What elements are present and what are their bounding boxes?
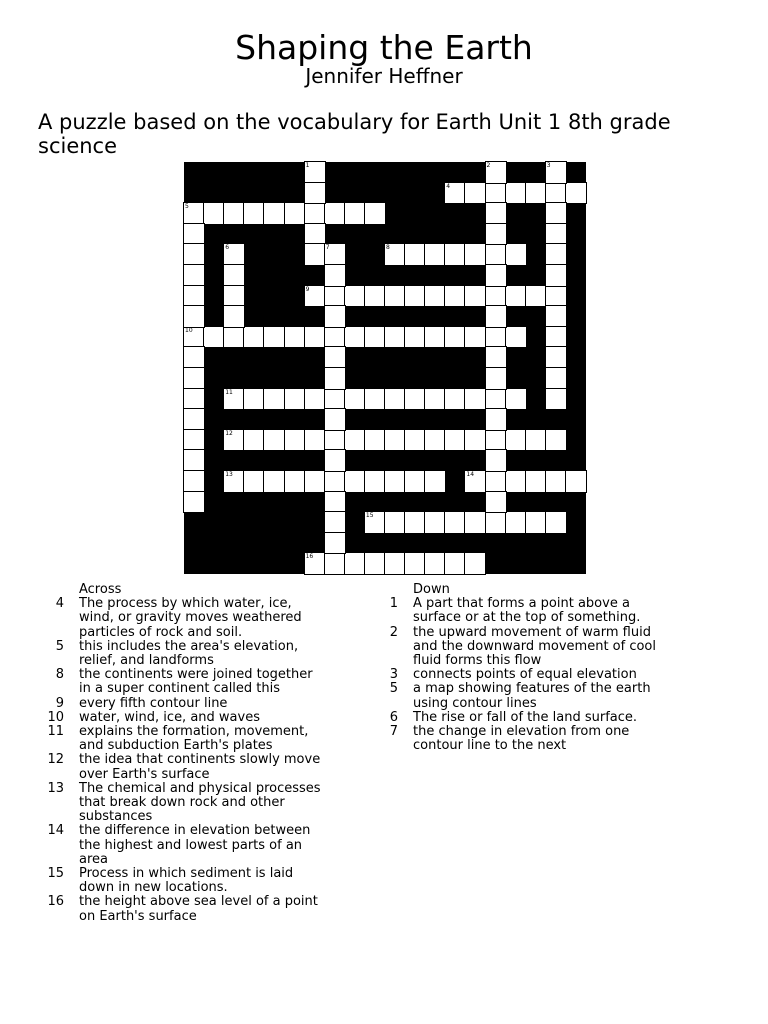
grid-cell[interactable] [325, 409, 345, 430]
grid-cell[interactable] [405, 471, 425, 492]
clue-number: 7 [389, 724, 398, 740]
clue-number: 2 [389, 624, 398, 640]
grid-cell[interactable] [305, 471, 325, 492]
grid-cell[interactable] [385, 553, 405, 574]
grid-cell[interactable] [445, 389, 465, 410]
grid-cell[interactable] [305, 327, 325, 348]
puzzle-description: A puzzle based on the vocabulary for Earth Unit 1 8th grade science [38, 110, 671, 158]
grid-cell[interactable] [385, 327, 405, 348]
down-clue [372, 626, 662, 669]
crossword-grid [184, 162, 586, 574]
grid-cell[interactable] [325, 533, 345, 554]
clue-number: 5 [185, 203, 189, 211]
grid-cell[interactable] [486, 450, 506, 471]
grid-cell[interactable] [445, 430, 465, 451]
grid-cell[interactable] [486, 244, 506, 265]
down-heading: Down [413, 582, 450, 597]
grid-cell[interactable] [244, 203, 264, 224]
clue-number: 10 [185, 326, 193, 334]
author-name: Jennifer Heffner [305, 64, 463, 88]
across-clue [38, 867, 328, 895]
clue-number: 5 [389, 681, 398, 697]
grid-cell[interactable] [486, 327, 506, 348]
grid-cell[interactable] [264, 471, 284, 492]
grid-cell[interactable] [425, 471, 445, 492]
clue-number: 13 [47, 780, 64, 796]
grid-cell[interactable] [425, 389, 445, 410]
grid-cell[interactable] [325, 471, 345, 492]
grid-cell[interactable] [486, 389, 506, 410]
clue-number: 7 [325, 244, 330, 252]
grid-cell[interactable] [325, 203, 345, 224]
across-clue [38, 640, 328, 668]
clue-text: Process in which sediment is laid down in new locations. [79, 866, 294, 896]
grid-cell[interactable] [184, 389, 204, 410]
grid-cell[interactable] [425, 553, 445, 574]
grid-cell[interactable] [244, 389, 264, 410]
grid-cell[interactable] [405, 389, 425, 410]
grid-cell[interactable] [506, 430, 526, 451]
across-clue [38, 725, 328, 753]
grid-cell[interactable] [465, 286, 485, 307]
grid-cell[interactable] [244, 430, 264, 451]
grid-cell[interactable] [445, 286, 465, 307]
grid-cell[interactable] [405, 512, 425, 533]
clue-number: 5 [55, 638, 64, 654]
grid-cell[interactable] [184, 347, 204, 368]
grid-cell[interactable] [184, 244, 204, 265]
down-clue [372, 682, 662, 710]
grid-cell[interactable] [325, 512, 345, 533]
grid-cell[interactable] [506, 286, 526, 307]
down-clue [372, 725, 662, 753]
grid-cell[interactable] [526, 183, 546, 204]
across-clue [38, 597, 328, 640]
clue-number: 12 [47, 752, 64, 768]
grid-cell[interactable] [305, 553, 325, 574]
grid-cell[interactable] [285, 430, 305, 451]
grid-cell[interactable] [224, 265, 244, 286]
clue-text: A part that forms a point above a surface or at the top of something. [413, 596, 641, 626]
grid-cell[interactable] [365, 512, 385, 533]
grid-cell[interactable] [325, 389, 345, 410]
grid-cell[interactable] [566, 183, 586, 204]
grid-cell[interactable] [184, 409, 204, 430]
down-clues [372, 583, 662, 753]
grid-cell[interactable] [405, 286, 425, 307]
grid-cell[interactable] [224, 306, 244, 327]
grid-cell[interactable] [385, 512, 405, 533]
grid-cell[interactable] [184, 450, 204, 471]
grid-cell[interactable] [405, 430, 425, 451]
grid-cell[interactable] [465, 553, 485, 574]
grid-cell[interactable] [546, 162, 566, 183]
clue-number: 10 [47, 709, 64, 725]
grid-cell[interactable] [546, 286, 566, 307]
across-clue [38, 895, 328, 923]
grid-cell[interactable] [385, 286, 405, 307]
clue-number: 6 [225, 244, 230, 252]
clue-text: the continents were joined together in a super continent called this [79, 667, 313, 697]
grid-cell[interactable] [486, 512, 506, 533]
grid-cell[interactable] [305, 389, 325, 410]
clue-text: The rise or fall of the land surface. [413, 709, 638, 725]
grid-cell[interactable] [526, 471, 546, 492]
grid-cell[interactable] [345, 327, 365, 348]
grid-cell[interactable] [184, 471, 204, 492]
clue-text: the change in elevation from one contour line to the next [413, 724, 630, 754]
grid-cell[interactable] [506, 183, 526, 204]
across-heading: Across [79, 582, 122, 597]
grid-cell[interactable] [184, 203, 204, 224]
grid-cell[interactable] [385, 244, 405, 265]
across-clue [38, 668, 328, 696]
grid-cell[interactable] [285, 471, 305, 492]
grid-cell[interactable] [385, 430, 405, 451]
grid-cell[interactable] [506, 512, 526, 533]
grid-cell[interactable] [445, 553, 465, 574]
grid-cell[interactable] [546, 224, 566, 245]
grid-cell[interactable] [345, 389, 365, 410]
grid-cell[interactable] [425, 286, 445, 307]
grid-cell[interactable] [486, 492, 506, 513]
grid-cell[interactable] [385, 471, 405, 492]
grid-cell[interactable] [184, 224, 204, 245]
clue-number: 1 [389, 596, 398, 612]
grid-cell[interactable] [345, 203, 365, 224]
grid-cell[interactable] [325, 265, 345, 286]
clue-number: 16 [47, 894, 64, 910]
grid-cell[interactable] [465, 389, 485, 410]
clue-text: the upward movement of warm fluid and the downward movement of cool fluid forms this flow [413, 624, 657, 669]
grid-cell[interactable] [546, 347, 566, 368]
grid-cell[interactable] [325, 492, 345, 513]
grid-cell[interactable] [425, 430, 445, 451]
grid-cell[interactable] [325, 306, 345, 327]
grid-cell[interactable] [285, 327, 305, 348]
across-clue [38, 824, 328, 867]
grid-cell[interactable] [365, 286, 385, 307]
clue-number: 11 [47, 724, 64, 740]
clue-number: 16 [305, 553, 314, 561]
clue-text: the difference in elevation between the highest and lowest parts of an area [79, 823, 311, 867]
clue-text: connects points of equal elevation [413, 667, 637, 683]
grid-cell[interactable] [184, 492, 204, 513]
grid-cell[interactable] [224, 286, 244, 307]
clue-number: 9 [305, 285, 310, 293]
clue-text: the height above sea level of a point on Earth's surface [79, 894, 318, 924]
grid-cell[interactable] [506, 327, 526, 348]
clue-number: 11 [225, 388, 233, 396]
grid-cell[interactable] [546, 203, 566, 224]
grid-cell[interactable] [385, 389, 405, 410]
grid-cell[interactable] [345, 553, 365, 574]
across-clue [38, 711, 328, 725]
grid-cell[interactable] [365, 430, 385, 451]
across-clues [38, 583, 328, 924]
grid-cell[interactable] [184, 327, 204, 348]
grid-cell[interactable] [285, 203, 305, 224]
grid-cell[interactable] [224, 471, 244, 492]
clue-text: the idea that continents slowly move over Earth's surface [79, 752, 321, 782]
grid-cell[interactable] [465, 183, 485, 204]
grid-cell[interactable] [486, 286, 506, 307]
grid-cell[interactable] [184, 430, 204, 451]
grid-cell[interactable] [365, 203, 385, 224]
down-clue [372, 711, 662, 725]
grid-cell[interactable] [325, 286, 345, 307]
grid-cell[interactable] [264, 327, 284, 348]
grid-cell[interactable] [425, 244, 445, 265]
clue-text: every fifth contour line [79, 695, 228, 711]
page-title: Shaping the Earth [235, 28, 533, 67]
clue-number: 9 [55, 695, 64, 711]
grid-cell[interactable] [365, 327, 385, 348]
across-clue [38, 697, 328, 711]
grid-cell[interactable] [546, 389, 566, 410]
clue-number: 2 [486, 162, 491, 169]
grid-cell[interactable] [345, 286, 365, 307]
grid-cell[interactable] [486, 430, 506, 451]
grid-cell[interactable] [546, 430, 566, 451]
clue-number: 15 [365, 512, 374, 520]
grid-cell[interactable] [546, 512, 566, 533]
clue-text: The process by which water, ice, wind, or gravity moves weathered particles of rock and soil. [79, 596, 302, 640]
grid-cell[interactable] [224, 389, 244, 410]
grid-cell[interactable] [285, 389, 305, 410]
grid-cell[interactable] [405, 244, 425, 265]
clue-number: 8 [386, 244, 390, 252]
grid-cell[interactable] [526, 286, 546, 307]
grid-cell[interactable] [546, 265, 566, 286]
grid-cell[interactable] [305, 244, 325, 265]
grid-cell[interactable] [486, 368, 506, 389]
grid-cell[interactable] [405, 327, 425, 348]
grid-cell[interactable] [325, 347, 345, 368]
grid-cell[interactable] [546, 368, 566, 389]
grid-cell[interactable] [325, 327, 345, 348]
clue-text: this includes the area's elevation, relief, and landforms [79, 638, 299, 669]
grid-cell[interactable] [325, 244, 345, 265]
grid-cell[interactable] [264, 389, 284, 410]
grid-cell[interactable] [305, 162, 325, 183]
grid-cell[interactable] [305, 203, 325, 224]
grid-cell[interactable] [305, 224, 325, 245]
grid-cell[interactable] [184, 368, 204, 389]
grid-cell[interactable] [345, 430, 365, 451]
grid-cell[interactable] [325, 430, 345, 451]
grid-cell[interactable] [486, 265, 506, 286]
grid-cell[interactable] [526, 512, 546, 533]
grid-cell[interactable] [486, 162, 506, 183]
clue-text: explains the formation, movement, and subduction Earth's plates [79, 724, 309, 754]
grid-cell[interactable] [546, 183, 566, 204]
down-clue [372, 597, 662, 625]
clue-number: 12 [225, 429, 233, 437]
grid-cell[interactable] [325, 450, 345, 471]
grid-cell[interactable] [325, 553, 345, 574]
grid-cell[interactable] [546, 327, 566, 348]
clue-text: The chemical and physical processes that break down rock and other substances [79, 780, 321, 825]
across-clue-list [38, 597, 328, 924]
grid-cell[interactable] [445, 244, 465, 265]
grid-cell[interactable] [486, 306, 506, 327]
clue-number: 4 [55, 596, 64, 612]
clue-number: 3 [546, 162, 551, 169]
grid-cell[interactable] [465, 430, 485, 451]
grid-cell[interactable] [224, 244, 244, 265]
down-clue-list [372, 597, 662, 753]
clue-number: 14 [466, 471, 475, 478]
grid-cell[interactable] [244, 327, 264, 348]
grid-cell[interactable] [184, 265, 204, 286]
down-clue [372, 668, 662, 682]
grid-cell[interactable] [425, 512, 445, 533]
grid-cell[interactable] [224, 203, 244, 224]
clue-number: 14 [47, 823, 64, 839]
grid-cell[interactable] [486, 471, 506, 492]
grid-cell[interactable] [566, 471, 586, 492]
grid-cell[interactable] [465, 512, 485, 533]
grid-cell[interactable] [546, 306, 566, 327]
grid-cell[interactable] [224, 430, 244, 451]
grid-cell[interactable] [445, 512, 465, 533]
grid-cell[interactable] [264, 430, 284, 451]
grid-cell[interactable] [365, 553, 385, 574]
clue-text: a map showing features of the earth using contour lines [413, 681, 651, 711]
grid-cell[interactable] [526, 430, 546, 451]
grid-cell[interactable] [425, 327, 445, 348]
grid-cell[interactable] [506, 389, 526, 410]
clue-number: 1 [305, 162, 310, 169]
grid-cell[interactable] [445, 327, 465, 348]
grid-cell[interactable] [184, 306, 204, 327]
grid-cell[interactable] [486, 203, 506, 224]
grid-cell[interactable] [465, 471, 485, 492]
grid-cell[interactable] [325, 368, 345, 389]
grid-cell[interactable] [405, 553, 425, 574]
clue-number: 13 [225, 471, 233, 478]
grid-cell[interactable] [486, 347, 506, 368]
clue-number: 8 [55, 667, 64, 683]
grid-cell[interactable] [465, 327, 485, 348]
grid-cell[interactable] [465, 244, 485, 265]
grid-cell[interactable] [345, 471, 365, 492]
grid-cell[interactable] [305, 286, 325, 307]
grid-cell[interactable] [204, 327, 224, 348]
grid-cell[interactable] [305, 430, 325, 451]
clue-number: 15 [47, 866, 64, 882]
grid-cell[interactable] [546, 244, 566, 265]
grid-cell[interactable] [506, 471, 526, 492]
grid-cell[interactable] [486, 224, 506, 245]
grid-cell[interactable] [445, 183, 465, 204]
clue-number: 6 [389, 709, 398, 725]
across-clue [38, 753, 328, 781]
clue-text: water, wind, ice, and waves [79, 709, 260, 725]
clue-number: 3 [389, 667, 398, 683]
grid-cell[interactable] [506, 244, 526, 265]
clue-number: 4 [446, 182, 451, 190]
grid-cell[interactable] [184, 286, 204, 307]
grid-cell[interactable] [305, 183, 325, 204]
grid-cell[interactable] [546, 471, 566, 492]
grid-cell[interactable] [264, 203, 284, 224]
grid-cell[interactable] [365, 389, 385, 410]
grid-cell[interactable] [486, 183, 506, 204]
grid-cell[interactable] [365, 471, 385, 492]
across-clue [38, 782, 328, 825]
grid-cell[interactable] [204, 203, 224, 224]
grid-cell[interactable] [244, 471, 264, 492]
grid-cell[interactable] [224, 327, 244, 348]
grid-cell[interactable] [486, 409, 506, 430]
